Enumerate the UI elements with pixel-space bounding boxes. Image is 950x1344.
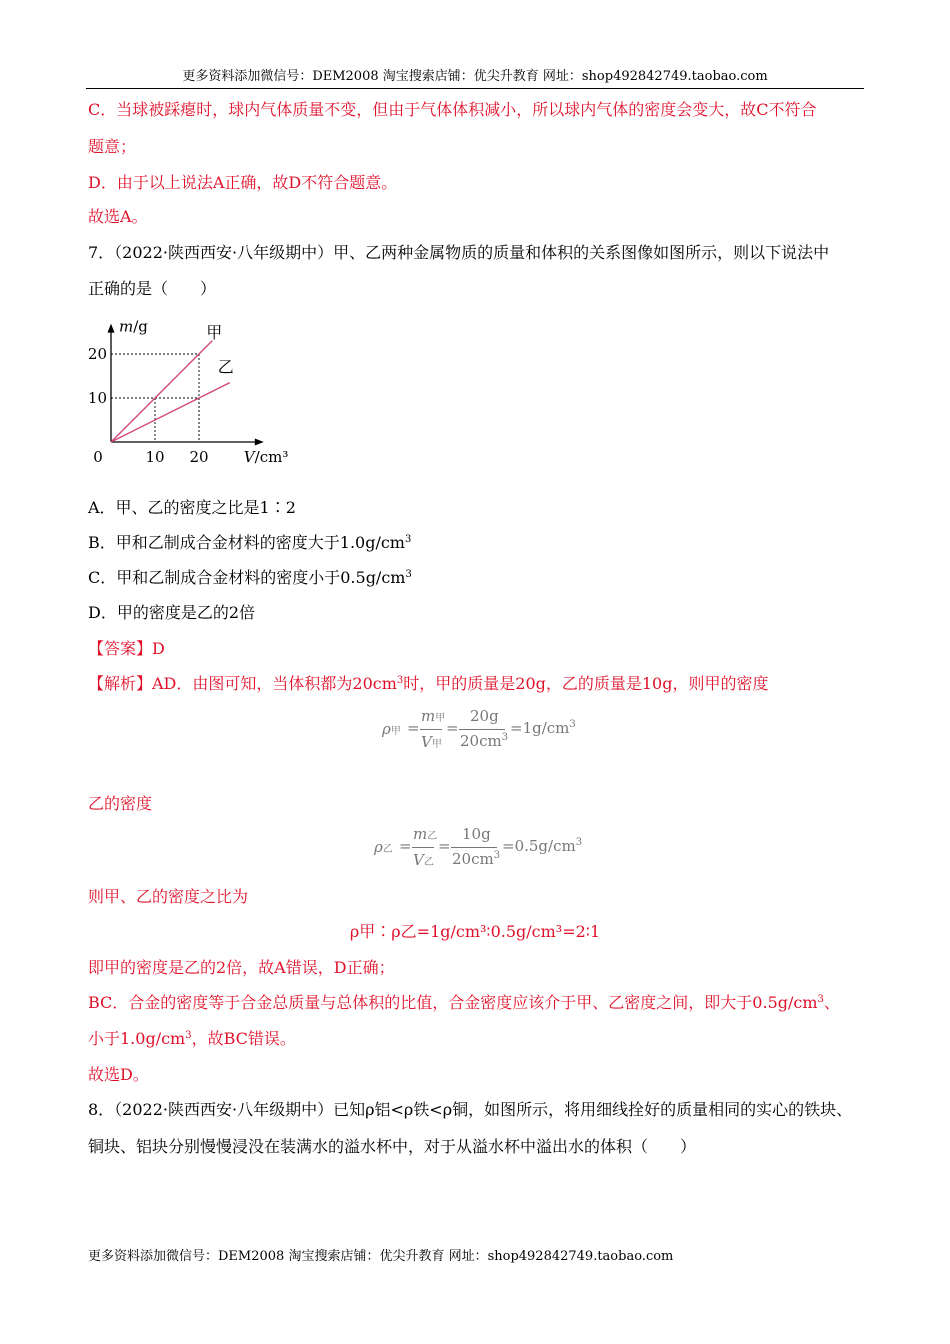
equals-sign: =: [399, 837, 412, 855]
x-tick-label: 20: [189, 448, 209, 466]
prev-option-c-line2: 题意；: [88, 137, 137, 156]
q7-stem-line1: 7．（2022·陕西西安·八年级期中）甲、乙两种金属物质的质量和体积的关系图像如图所示，则以下说法中: [88, 243, 830, 262]
q7-option-a: A．甲、乙的密度之比是1∶2: [88, 498, 296, 517]
cube-superscript: 3: [185, 1030, 192, 1041]
header-divider: [86, 88, 864, 89]
q7-bc-line2: [88, 1028, 296, 1050]
q7-option-b: [88, 532, 411, 554]
q7-bc-line1: [88, 992, 840, 1014]
prev-option-c-line1: C．当球被踩瘪时，球内气体质量不变，但由于气体体积减小，所以球内气体的密度会变大，故C不符合: [88, 100, 817, 119]
subscript-yi: 乙: [382, 844, 393, 855]
q8-stem-line2: 铜块、铝块分别慢慢浸没在装满水的溢水杯中，对于从溢水杯中溢出水的体积（ ）: [88, 1137, 697, 1156]
series-label: 乙: [217, 357, 234, 377]
subscript-jia: 甲: [435, 713, 446, 724]
x-axis-label: V/cm³: [243, 448, 289, 466]
q7-option-c-text: C．甲和乙制成合金材料的密度小于0.5g/cm: [88, 568, 406, 587]
series-line-yi: [111, 383, 230, 442]
ratio-intro: 则甲、乙的密度之比为: [88, 887, 249, 906]
density-result: =1g/cm: [510, 719, 570, 737]
y-axis-label: m/g: [119, 317, 148, 336]
cube-superscript: 3: [501, 732, 509, 743]
subscript-yi: 乙: [423, 857, 434, 868]
density-result: =0.5g/cm: [502, 837, 576, 855]
q7-option-d: D．甲的密度是乙的2倍: [88, 603, 256, 622]
numerator-mass: 10g: [462, 825, 491, 843]
yi-density-label: 乙的密度: [88, 794, 153, 813]
density-formula-jia: [380, 706, 600, 754]
cube-superscript: 3: [575, 837, 583, 848]
q7-analysis-part1: 【解析】AD．由图可知，当体积都为20cm: [88, 674, 397, 693]
subscript-jia: 甲: [431, 739, 442, 750]
q7-analysis: [88, 673, 768, 695]
equals-sign: =: [438, 837, 451, 855]
cube-superscript: 3: [493, 850, 501, 861]
q7-choose: 故选D。: [88, 1065, 149, 1084]
cube-superscript: 3: [405, 569, 412, 580]
subscript-jia: 甲: [390, 726, 401, 737]
volume-symbol: V: [413, 851, 424, 869]
x-axis-arrow: [255, 439, 264, 446]
cube-superscript: 3: [817, 994, 824, 1005]
prev-choose: 故选A。: [88, 207, 148, 226]
numerator-mass: 20g: [470, 707, 499, 725]
q7-analysis-part2: 时，甲的质量是20g，乙的质量是10g，则甲的密度: [403, 674, 769, 693]
mass-symbol: m: [413, 825, 428, 843]
q7-answer: 【答案】D: [88, 639, 165, 658]
mass-symbol: m: [421, 707, 436, 725]
denominator-volume: 20cm: [452, 850, 494, 868]
density-formula-yi: [372, 824, 602, 872]
mass-volume-chart: [84, 308, 294, 468]
y-tick-label: 20: [87, 345, 107, 363]
rho-symbol: ρ: [374, 838, 383, 856]
cube-superscript: 3: [404, 534, 412, 545]
origin-label: 0: [93, 448, 103, 466]
q8-stem-line1: 8．（2022·陕西西安·八年级期中）已知ρ铝<ρ铁<ρ铜，如图所示，将用细线拴好的质量相同的实心的铁块、: [88, 1100, 853, 1119]
x-tick-label: 10: [145, 448, 165, 466]
cube-superscript: 3: [569, 719, 576, 730]
density-ratio: ρ甲∶ρ乙=1g/cm³∶0.5g/cm³=2∶1: [349, 922, 601, 941]
q7-bc-line2-text: 小于1.0g/cm: [88, 1029, 186, 1048]
equals-sign: =: [446, 719, 459, 737]
y-tick-label: 10: [87, 389, 107, 407]
cube-superscript: 3: [396, 675, 404, 686]
q7-option-c: [88, 567, 412, 589]
q7-bc-line1-tail: 、: [823, 993, 840, 1012]
q7-bc-line1-text: BC．合金的密度等于合金总质量与总体积的比值，合金密度应该介于甲、乙密度之间，即大于0.5g/cm: [88, 993, 818, 1012]
series-label: 甲: [206, 322, 223, 342]
page-footer: 更多资料添加微信号：DEM2008 淘宝搜索店铺：优尖升教育 网址：shop492842749.taobao.com: [88, 1249, 674, 1264]
equals-sign: =: [407, 719, 420, 737]
denominator-volume: 20cm: [460, 732, 502, 750]
prev-option-d: D．由于以上说法A正确，故D不符合题意。: [88, 173, 398, 192]
q7-conclusion: 即甲的密度是乙的2倍，故A错误，D正确；: [88, 958, 395, 977]
q7-stem-line2: 正确的是（ ）: [88, 279, 217, 298]
volume-symbol: V: [421, 733, 432, 751]
series-line-jia: [111, 341, 212, 442]
q7-bc-line2-tail: ，故BC错误。: [191, 1029, 296, 1048]
q7-option-b-text: B．甲和乙制成合金材料的密度大于1.0g/cm: [88, 533, 405, 552]
y-axis-arrow: [108, 324, 115, 333]
subscript-yi: 乙: [427, 831, 438, 842]
rho-symbol: ρ: [382, 720, 391, 738]
page-header: 更多资料添加微信号：DEM2008 淘宝搜索店铺：优尖升教育 网址：shop492842749.taobao.com: [182, 69, 768, 84]
